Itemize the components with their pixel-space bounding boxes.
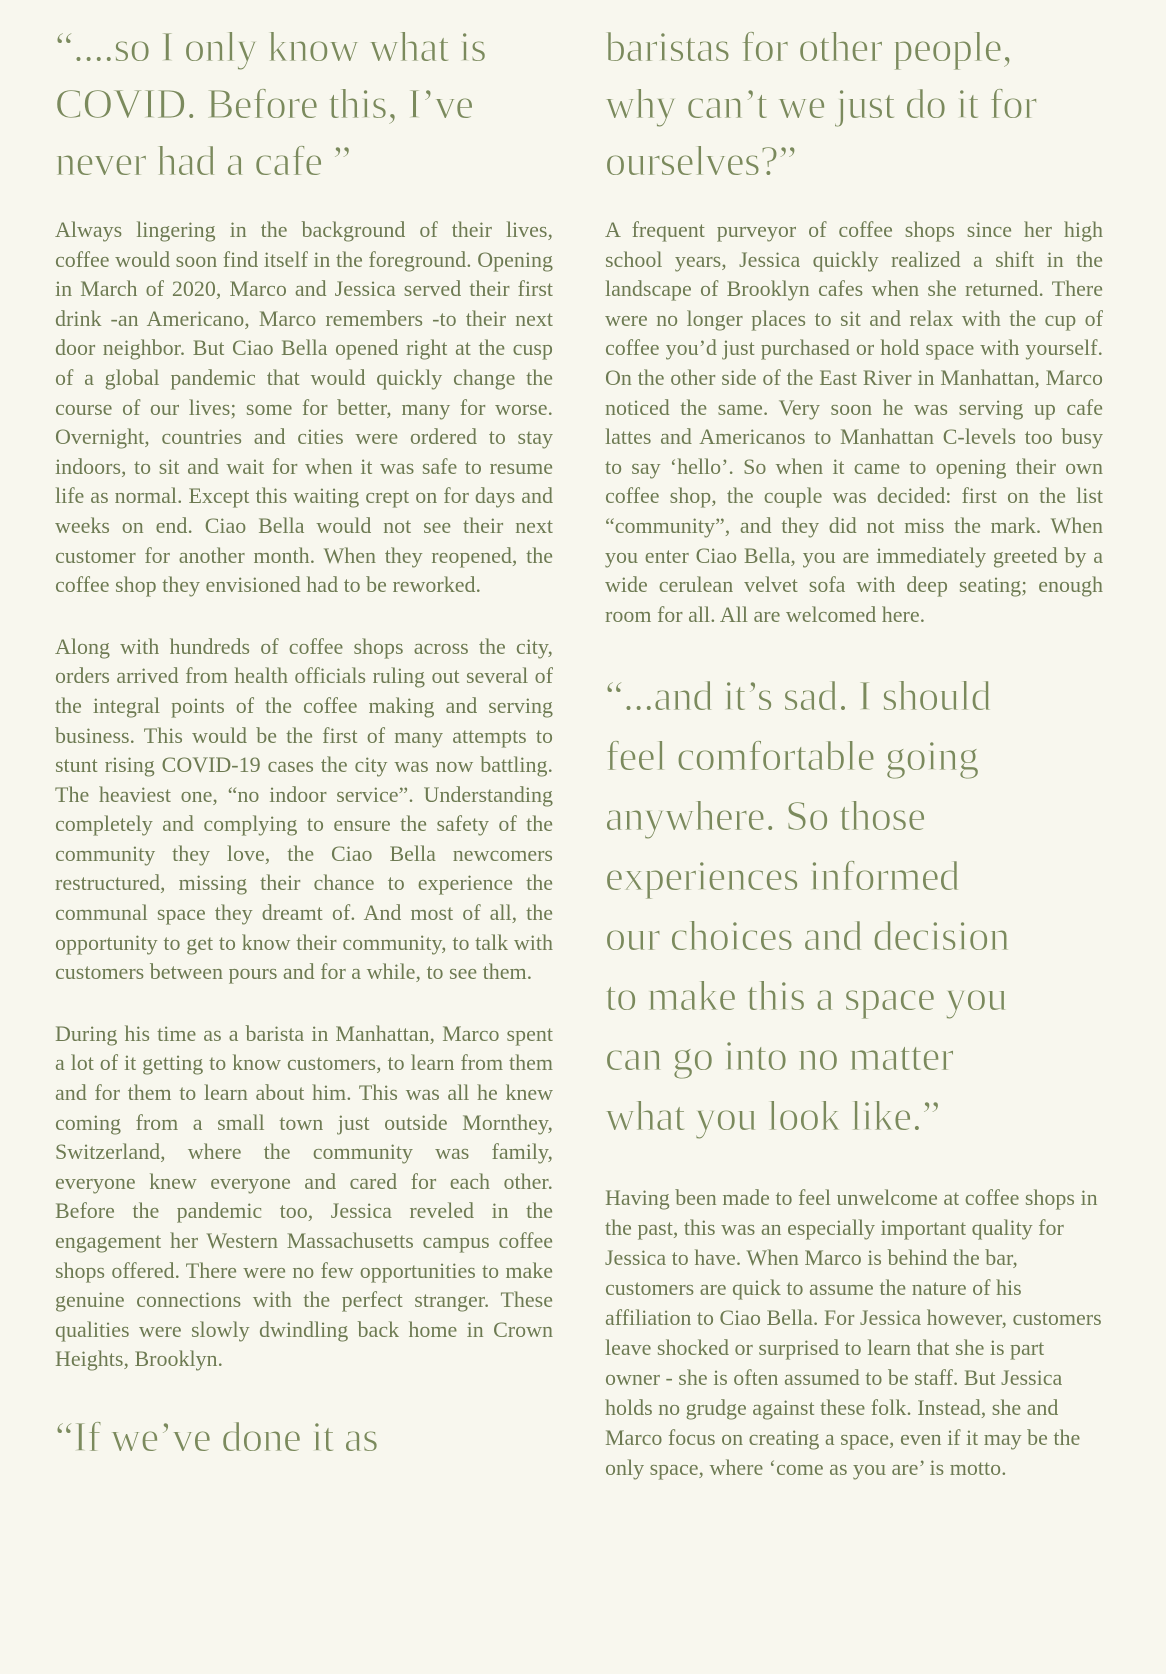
pull-quote-baristas-line-1: baristas for other people,: [605, 25, 1013, 71]
pull-quote-baristas-line-3: ourselves?”: [605, 139, 797, 185]
pull-quote-sad-line-7: can go into no matter: [605, 1034, 954, 1081]
pull-quote-continuation-line-1: “If we’ve done it as: [55, 1414, 379, 1461]
pull-quote-sad-comfortable: [605, 667, 1103, 1147]
pull-quote-sad-line-6: to make this a space you: [605, 974, 1008, 1021]
paragraph-health-orders: Along with hundreds of coffee shops across the city, orders arrived from health officials ruling out several of the integral points of the coffee making and serving business. This would be the first of many attempts to stunt rising COVID-19 cases the city was now battling. The heaviest one, “no indoor service”. Understanding completely and complying to ensure the safety of the community they love, the Ciao Bella newcomers restructured, missing their chance to experience the communal space they dreamt of. And most of all, the opportunity to get to know their community, to talk with customers between pours and for a while, to see them.: [55, 633, 553, 985]
pull-quote-sad-line-5: our choices and decision: [605, 914, 1010, 961]
pull-quote-continuation-start: [55, 1410, 553, 1467]
pull-quote-sad-line-1: “...and it’s sad. I should: [605, 674, 992, 721]
pull-quote-sad-line-8: what you look like.”: [605, 1094, 940, 1141]
paragraph-unwelcome-motto: Having been made to feel unwelcome at coffee shops in the past, this was an especially important quality for Jessica to have. When Marco is behind the bar, customers are quick to assume the nature of his affiliation to Ciao Bella. For Jessica however, customers leave shocked or surprised to learn that she is part owner - she is often assumed to be staff. But Jessica holds no grudge against these folk. Instead, she and Marco focus on creating a space, even if it may be the only space, where ‘come as you are’ is motto.: [605, 1185, 1102, 1481]
pull-quote-sad-line-3: anywhere. So those: [605, 794, 926, 841]
left-column: [55, 20, 553, 1674]
pull-quote-opening-line-1: “....so I only know what is: [55, 25, 487, 71]
paragraph-opening-covid: Always lingering in the background of their lives, coffee would soon find itself in the foreground. Opening in March of 2020, Marco and Jessica served their first drink -an Americano, Marco remembers -to their next door neighbor. But Ciao Bella opened right at the cusp of a global pandemic that would quickly change the course of our lives; some for better, many for worse. Overnight, countries and cities were ordered to stay indoors, to sit and wait for when it was safe to resume life as normal. Except this waiting crept on for days and weeks on end. Ciao Bella would not see their next customer for another month. When they reopened, the coffee shop they envisioned had to be reworked.: [55, 217, 553, 598]
pull-quote-sad-line-4: experiences informed: [605, 854, 960, 901]
pull-quote-opening: [55, 20, 553, 191]
pull-quote-opening-line-3: never had a cafe ”: [55, 139, 351, 185]
pull-quote-baristas-line-2: why can’t we just do it for: [605, 82, 1037, 128]
pull-quote-baristas: [605, 20, 1103, 191]
paragraph-barista-manhattan: During his time as a barista in Manhattan, Marco spent a lot of it getting to know customers, to learn from them and for them to learn about him. This was all he knew coming from a small town just outside Mornthey, Switzerland, where the community was family, everyone knew everyone and cared for each other. Before the pandemic too, Jessica reveled in the engagement her Western Massachusetts campus coffee shops offered. There were no few opportunities to make genuine connections with the perfect stranger. These qualities were slowly dwindling back home in Crown Heights, Brooklyn.: [55, 1020, 553, 1372]
pull-quote-opening-line-2: COVID. Before this, I’ve: [55, 82, 474, 128]
paragraph-jessica-shift: A frequent purveyor of coffee shops since her high school years, Jessica quickly realized a shift in the landscape of Brooklyn cafes when she returned. There were no longer places to sit and relax with the cup of coffee you’d just purchased or hold space with yourself. On the other side of the East River in Manhattan, Marco noticed the same. Very soon he was serving up cafe lattes and Americanos to Manhattan C-levels too busy to say ‘hello’. So when it came to opening their own coffee shop, the couple was decided: first on the list “community”, and they did not miss the mark. When you enter Ciao Bella, you are immediately greeted by a wide cerulean velvet sofa with deep seating; enough room for all. All are welcomed here.: [605, 217, 1103, 627]
right-column: [605, 20, 1103, 1674]
pull-quote-sad-line-2: feel comfortable going: [605, 734, 979, 781]
